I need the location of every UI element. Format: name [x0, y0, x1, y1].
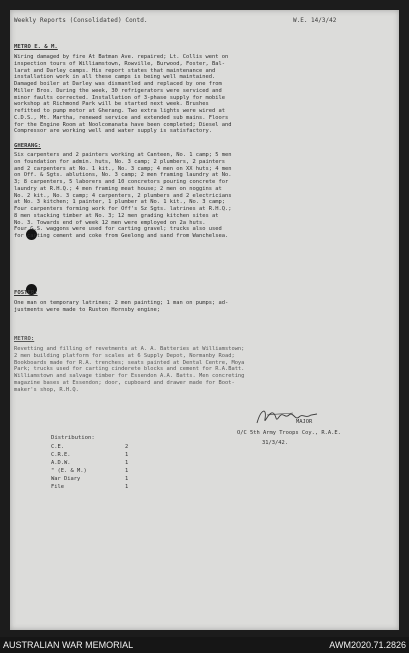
distribution-row	[51, 467, 128, 475]
distribution-row	[51, 475, 128, 483]
distribution-count: 1	[125, 452, 129, 458]
section-title-gherang: GHERANG:	[14, 143, 41, 149]
signatory-unit: O/C 5th Army Troops Coy., R.A.E.	[237, 430, 341, 436]
section-title-foster: FOSTER:	[14, 290, 38, 296]
section-body-foster: One man on temporary latrines; 2 men painting; 1 man on pumps; ad- justments were made to Ruston Hornsby engine;	[14, 300, 229, 313]
section-body-metro: Revetting and filling of revetments at A. A. Batteries at Williamstown; 2 men building platform for scales at 6 Supply Depot, Normanby Road; Bookboards made for R.A. trenches; seats painted at Dental Centre, Moya Park; trucks used for carting cinderete blocks and cement for R.A.Batt. Williamstown and salvage timber for Essendon A.A. Batts. Men concreting magazine bases at Essendon; door, cupboard and drawer made for Boot- maker's shop, R.H.Q.	[14, 346, 245, 393]
distribution-count: 1	[125, 460, 129, 466]
distribution-count: 1	[125, 468, 129, 474]
signatory-rank: MAJOR	[296, 419, 313, 425]
distribution-label: A.D.W.	[51, 460, 71, 466]
distribution-row	[51, 451, 128, 459]
distribution-row	[51, 483, 128, 491]
distribution-list	[51, 443, 128, 491]
week-ending: W.E. 14/3/42	[293, 17, 337, 24]
section-body-gherang: Six carpenters and 2 painters working at Canteen, No. 1 camp; 5 men on foundation for admin. huts, No. 3 camp; 2 plumbers, 2 painters and 2 carpenters at No. 1 kit., No. 3 camp; 4 men on XX huts; 4 men on Off. & Sgts. ablutions, No. 3 camp; 2 men framing laundry at No. 3; 8 carpenters, 5 laborers and 10 concretors pouring concrete for laundry at R.H.Q.; 4 men framing meat house; 2 men on noggins at No. 2 kit., No. 3 camp; 4 carpenters, 2 plumbers and 2 electricians at No. 3 kitchen; 1 painter, 1 plumber at No. 1 kit., No. 3 camp; Four carpenters forming work for Off's Sz Sgts. latrines at R.H.Q.; 8 men stacking timber at No. 3; 12 men grading kitchen sites at No. 3. Towards end of week 12 men were employed on 2a huts. Four G.S. waggons were used for carting gravel; trucks also used for carting cement and coke from Geelong and sand from Wanchelsea.	[14, 152, 232, 239]
footer-bar	[0, 637, 409, 653]
section-body-metro-em: Wiring damaged by fire At Batman Ave. repaired; Lt. Collis went on inspection tours of Williamstown, Rowville, Burwood, Foster, Bal- larat and Darley camps. His report states that maintenance and installation work in all these camps is being well maintained. Damaged boiler at Darley was dismantled and replaced by one from Miller Bros. During the week, 30 refrigerators were serviced and minor faults corrected. Installation of 3-phase supply for mobile workshop at Richmond Park will be started next week. Brushes refitted to pump motor at Gherang. Two extra lights were wired at C.D.S., Mt. Martha, renewed service and extended sub mains. Floors for the Engine Room at Noolcomanata have been completed; Diesel and Compressor are working well and water supply is satisfactory.	[14, 54, 232, 135]
handwritten-signature	[253, 405, 333, 429]
distribution-row	[51, 459, 128, 467]
distribution-count: 1	[125, 484, 129, 490]
distribution-label: " (E. & M.)	[51, 468, 87, 474]
section-title-metro: METRO:	[14, 336, 35, 342]
distribution-label: War Diary	[51, 476, 81, 482]
footer-institution: AUSTRALIAN WAR MEMORIAL	[3, 640, 134, 650]
distribution-count: 2	[125, 444, 129, 450]
distribution-count: 1	[125, 476, 129, 482]
section-title-metro-em: METRO E. & M.	[14, 44, 58, 50]
footer-accession-number: AWM2020.71.2826	[329, 640, 406, 650]
distribution-label: C.E.	[51, 444, 64, 450]
distribution-title: Distribution:	[51, 435, 95, 441]
report-title: Weekly Reports (Consolidated) Contd.	[14, 17, 148, 24]
distribution-label: File	[51, 484, 64, 490]
distribution-row	[51, 443, 128, 451]
distribution-label: C.R.E.	[51, 452, 71, 458]
signature-date: 31/3/42.	[262, 440, 288, 446]
